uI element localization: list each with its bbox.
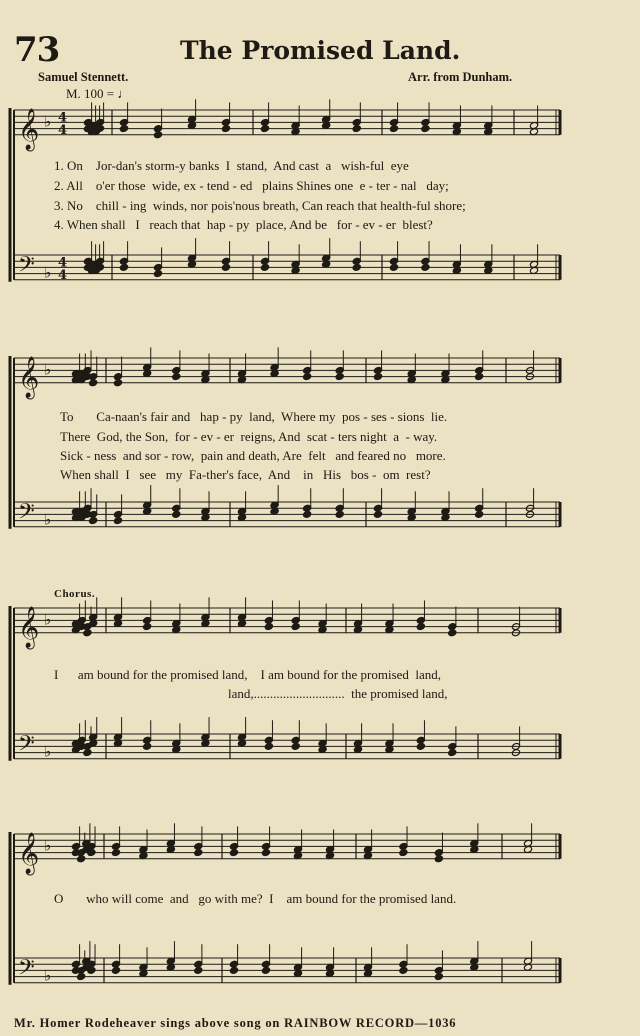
note-head <box>77 855 86 863</box>
note-head <box>89 379 98 387</box>
note-head <box>172 510 181 518</box>
note-head <box>434 855 443 863</box>
note-head <box>416 623 425 631</box>
note-head <box>373 510 382 518</box>
note-head <box>221 263 230 271</box>
tempo-text: M. 100 = <box>66 86 115 101</box>
chorus-label: Chorus. <box>54 588 96 600</box>
lyric-line-s1-v3: 3. No chill - ing winds, nor pois'nous breath, Can reach that health-ful shore; <box>54 198 466 213</box>
treble-clef-icon: 𝄞 <box>18 108 40 150</box>
note-head <box>291 623 300 631</box>
note-head <box>264 742 273 750</box>
note-head <box>475 373 484 381</box>
arranger-credit: Arr. from Dunham. <box>408 70 513 84</box>
note-head <box>221 125 230 133</box>
note-head <box>416 742 425 750</box>
note-head <box>475 510 484 518</box>
note-head <box>399 849 408 857</box>
note-head <box>421 125 430 133</box>
note-head <box>260 263 269 271</box>
note-head <box>352 263 361 271</box>
note-head <box>261 849 270 857</box>
note-head <box>389 125 398 133</box>
flat-sign-icon: ♭ <box>44 112 52 131</box>
note-head <box>153 131 162 139</box>
note-head <box>119 263 128 271</box>
lyric-line-s1-v1: 1. On Jor-dan's storm-y banks I stand, And cast a wish-ful eye <box>54 158 409 173</box>
note-head <box>119 125 128 133</box>
lyric-line-s2-v4: When shall I see my Fa-ther's face, And in His bos - om rest? <box>60 467 431 482</box>
time-signature: 4 <box>58 255 68 271</box>
note-head <box>291 742 300 750</box>
note-head <box>143 742 152 750</box>
note-head <box>303 510 312 518</box>
note-head <box>261 966 270 974</box>
note-head <box>421 263 430 271</box>
lyric-line-s2-v2: There God, the Son, for - ev - er reigns, And scat - ters night a - way. <box>60 429 438 444</box>
note-head <box>352 125 361 133</box>
treble-clef-icon: 𝄞 <box>18 356 40 398</box>
flat-sign-icon: ♭ <box>44 263 52 282</box>
bass-clef-icon: 𝄢 <box>18 955 35 986</box>
recording-footnote: Mr. Homer Rodeheaver sings above song on RAINBOW RECORD—1036 <box>14 1016 457 1030</box>
note-head <box>303 373 312 381</box>
lyric-line-s3-v1: I am bound for the promised land, I am bound for the promised land, <box>54 667 442 682</box>
time-signature: 4 <box>58 122 68 138</box>
note-head <box>434 973 443 981</box>
quarter-note-icon: ♩ <box>114 86 131 101</box>
note-head <box>335 373 344 381</box>
author-credit: Samuel Stennett. <box>38 70 129 84</box>
flat-sign-icon: ♭ <box>44 360 52 379</box>
lyric-line-s4-v1: O who will come and go with me? I am bound for the promised land. <box>54 891 457 906</box>
flat-sign-icon: ♭ <box>44 836 52 855</box>
lyric-line-s3-v2: land,............................ the promised land, <box>228 686 448 701</box>
flat-sign-icon: ♭ <box>44 742 52 761</box>
hymn-number: 73 <box>14 30 60 70</box>
bass-clef-icon: 𝄢 <box>18 252 35 283</box>
note-head <box>229 966 238 974</box>
note-head <box>111 849 120 857</box>
lyric-line-s1-v2: 2. All o'er those wide, ex - tend - ed plains Shines one e - ter - nal day; <box>54 178 449 193</box>
time-signature: 4 <box>58 267 68 283</box>
treble-clef-icon: 𝄞 <box>18 606 40 648</box>
note-head <box>229 849 238 857</box>
note-head <box>113 379 122 387</box>
note-head <box>113 517 122 525</box>
flat-sign-icon: ♭ <box>44 510 52 529</box>
note-head <box>260 125 269 133</box>
note-head <box>373 373 382 381</box>
lyric-line-s2-v1: To Ca-naan's fair and hap - py land, Where my pos - ses - sions lie. <box>60 409 448 424</box>
note-head <box>194 966 203 974</box>
note-head <box>89 517 98 525</box>
note-head <box>83 749 92 757</box>
note-head <box>448 629 457 637</box>
note-head <box>448 749 457 757</box>
note-head <box>264 623 273 631</box>
note-head <box>111 966 120 974</box>
lyric-line-s1-v4: 4. When shall I reach that hap - py place, And be for - ev - er blest? <box>54 217 433 232</box>
note-head <box>399 966 408 974</box>
flat-sign-icon: ♭ <box>44 966 52 985</box>
hymn-title: The Promised Land. <box>180 36 461 65</box>
note-head <box>153 270 162 278</box>
note-head <box>389 263 398 271</box>
note-head <box>77 973 86 981</box>
note-head <box>335 510 344 518</box>
time-signature: 4 <box>58 110 68 126</box>
note-head <box>143 623 152 631</box>
bass-clef-icon: 𝄢 <box>18 731 35 762</box>
bass-clef-icon: 𝄢 <box>18 499 35 530</box>
flat-sign-icon: ♭ <box>44 610 52 629</box>
lyric-line-s2-v3: Sick - ness and sor - row, pain and death, Are felt and feared no more. <box>60 448 446 463</box>
note-head <box>172 373 181 381</box>
note-head <box>194 849 203 857</box>
note-head <box>83 629 92 637</box>
treble-clef-icon: 𝄞 <box>18 832 40 874</box>
